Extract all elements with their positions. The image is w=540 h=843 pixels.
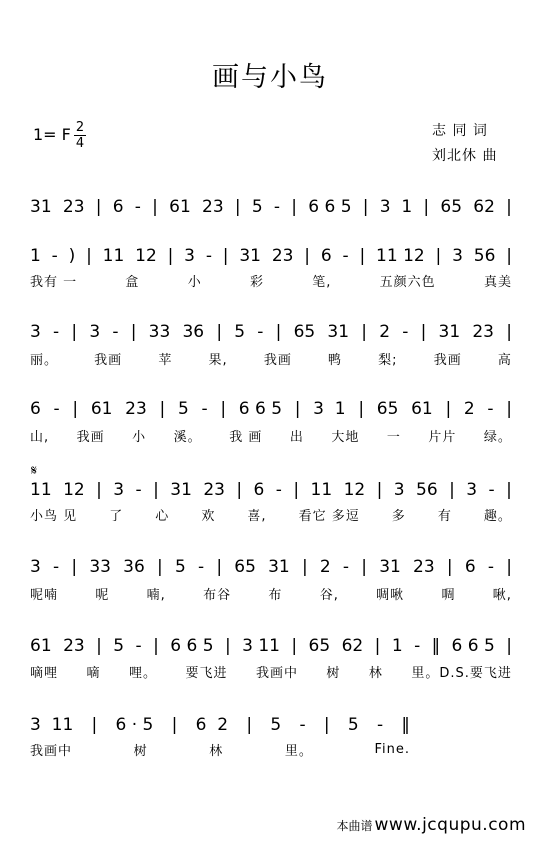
lyric-word: 要飞进 [185,665,228,681]
lyric-word: 高 [497,352,512,368]
lyric-word: 我画 [433,352,462,368]
note-group: 31 [268,557,290,577]
system-8-notes [30,714,410,736]
note-group: 23 [125,399,147,419]
barline: | [506,480,512,500]
system-6-notes [30,556,512,578]
barline: | [72,399,79,419]
lyric-word: 多 [391,508,406,524]
note-group: 23 [62,197,85,217]
barline: | [96,480,102,500]
barline: | [323,715,330,735]
system-7-lyrics [30,662,512,680]
system-2-lyrics [30,271,512,289]
barline: | [374,636,381,656]
barline: | [236,480,243,500]
barline: | [157,557,163,577]
lyric-word: 林 [368,665,383,681]
note-group: - [257,322,264,342]
note-group: - [134,197,141,217]
barline: | [291,197,298,217]
note-group: 36 [123,557,145,577]
note-group: - [197,557,205,577]
note-group: 65 [308,636,331,656]
note-group: 62 [473,197,495,217]
barline: | [96,636,102,656]
note-group: 62 [341,636,364,656]
note-group: 65 [293,322,316,342]
lyric-word: 苹 [158,352,173,368]
lyric-word: 小 [187,274,202,290]
barline: | [506,322,512,342]
note-group: - [51,246,58,266]
note-group: - [112,322,119,342]
note-group: - [53,322,60,342]
note-group: 6 2 [195,715,229,735]
note-group: - [135,480,142,500]
lyric-word: 出 [289,429,304,445]
lyric-word: 鸭 [327,352,342,368]
note-group: - [273,197,281,217]
system-1-notes [30,196,512,218]
lyric-word: 我画 [263,352,292,368]
lyric-word: 喃, [146,587,166,603]
barline: | [361,557,367,577]
footer-url: www.jcqupu.com [374,815,526,835]
lyric-word: 大地 [331,429,360,445]
barline: | [506,399,512,419]
note-group: - [135,636,142,656]
barline: | [361,322,367,342]
barline: | [506,246,512,266]
lyric-word: 梨; [378,352,398,368]
note-group: 23 [472,322,494,342]
lyric-word: 欢 [201,508,216,524]
lyric-word: 我画中 [30,743,73,759]
lyricist-credit: 志 同 词 [432,123,488,139]
system-5-lyrics [30,505,512,523]
barline: | [222,246,229,266]
note-group: 56 [473,246,496,266]
lyric-word: 树 [133,743,148,759]
note-group: 23 [202,197,224,217]
note-group: 6 [112,197,124,217]
note-group: - [53,557,60,577]
barline: | [506,636,512,656]
note-group: 6 6 5 [308,197,352,217]
note-group: 31 [170,480,192,500]
lyric-word: 心 [155,508,170,524]
barline: | [224,636,231,656]
barline: | [291,636,298,656]
note-group: 65 [376,399,399,419]
barline: | [71,557,78,577]
barline: | [449,480,455,500]
lyric-word: 片片 [428,429,457,445]
note-group: 6 6 5 [238,399,283,419]
note-group: 3 [184,246,195,266]
system-7-notes [30,635,512,657]
lyric-word: 呢喃 [30,587,59,603]
note-group: 31 [327,322,350,342]
lyric-word: 了 [109,508,124,524]
barline: | [294,399,301,419]
note-group: 23 [271,246,294,266]
lyric-word: 啁 [441,587,456,603]
note-group: - [342,246,349,266]
note-group: 61 [30,636,52,656]
barline: ‖ [401,715,410,735]
note-group: - [414,636,421,656]
note-group: 33 [89,557,111,577]
barline: | [153,480,159,500]
time-signature-top: 2 [75,120,85,135]
lyric-word: 树 [326,665,341,681]
lyric-word: 林 [209,743,224,759]
barline: | [420,322,427,342]
note-group: 23 [203,480,225,500]
site-footer [337,815,526,835]
note-group: 3 [466,480,478,500]
note-group: 11 [310,480,333,500]
barline: | [216,557,223,577]
lyric-word: 丽。 [30,352,59,368]
system-6-lyrics [30,584,512,602]
note-group: 65 [234,557,256,577]
system-8-lyrics [30,740,410,758]
barline: | [435,246,442,266]
barline: | [506,557,512,577]
note-group: 5 [347,715,359,735]
system-4-lyrics [30,426,512,444]
note-group: - [53,399,60,419]
barline: | [275,322,282,342]
lyric-word: 真美 [483,274,512,290]
lyric-word: 啾, [492,587,512,603]
note-group: 5 [174,557,186,577]
lyric-word: 笔, [312,274,332,290]
note-group: 31 [379,557,401,577]
lyric-word: 哩。 [128,665,157,681]
note-group: 11 [102,246,125,266]
barline: | [234,197,241,217]
lyric-word: 盒 [125,274,140,290]
barline: | [359,246,366,266]
segno-sign: 𝄋 [31,463,38,479]
note-group: 5 [270,715,282,735]
note-group: 3 [30,557,41,577]
barline: | [293,480,300,500]
barline: | [246,715,253,735]
note-group: 3 11 [30,715,74,735]
lyric-word: 啁啾 [376,587,405,603]
lyric-word: 谷, [319,587,339,603]
lyric-word: 有 [437,508,452,524]
barline: | [220,399,227,419]
note-group: - [488,480,495,500]
note-group: 5 [234,322,246,342]
barline: | [86,246,92,266]
composer-credit: 刘北休 曲 [432,148,498,164]
lyric-word: 我 画 [229,429,263,445]
lyric-word: 嘀哩 [30,665,59,681]
barline: | [376,480,383,500]
lyric-word: 一 [386,429,401,445]
note-group: 3 [393,480,405,500]
lyric-word: 我画 [76,429,105,445]
note-group: 6 6 5 [451,636,495,656]
barline: | [153,636,159,656]
note-group: 2 [319,557,331,577]
song-title: 画与小鸟 [212,62,328,93]
system-2-notes [30,245,512,267]
note-group: 12 [63,480,85,500]
note-group: 61 [411,399,433,419]
note-group: 6 · 5 [115,715,154,735]
lyric-word: 小鸟 见 [30,508,78,524]
note-group: - [402,322,409,342]
barline: | [152,197,158,217]
time-signature-bottom: 4 [75,136,85,151]
note-group: 2 [379,322,391,342]
footer-label: 本曲谱 [336,819,373,833]
note-group: 61 [169,197,191,217]
note-group: - [487,399,494,419]
note-group: 3 1 [379,197,413,217]
note-group: 3 [89,322,101,342]
lyric-word: Fine. [374,741,410,757]
barline: | [362,197,369,217]
lyric-word: 果, [208,352,228,368]
note-group: - [275,480,282,500]
note-group: 33 [148,322,171,342]
lyric-word: 嘀 [86,665,101,681]
barline: | [446,557,453,577]
note-group: 12 [343,480,366,500]
barline: | [95,197,102,217]
note-group: 3 [452,246,463,266]
note-group: 3 11 [242,636,280,656]
barline: | [171,715,178,735]
note-group: 5 [251,197,263,217]
note-group: 6 [464,557,476,577]
barline: ‖ [431,636,441,656]
note-group: 2 [463,399,475,419]
barline: | [358,399,365,419]
barline: | [159,399,166,419]
note-group: 11 [30,480,52,500]
time-signature [74,121,86,150]
system-3-lyrics [30,349,512,367]
lyric-word: 里。 [284,743,313,759]
note-group: 31 [239,246,261,266]
lyric-word: 呢 [95,587,110,603]
note-group: - [205,246,212,266]
note-group: ) [68,246,76,266]
lyric-word: 里。D.S.要飞进 [411,665,512,681]
note-group: 1 [30,246,41,266]
barline: | [130,322,137,342]
note-group: - [376,715,384,735]
lyric-word: 绿。 [483,429,512,445]
note-group: - [342,557,350,577]
note-group: 31 [438,322,461,342]
lyric-word: 小 [132,429,147,445]
note-group: 65 [440,197,463,217]
note-group: - [299,715,306,735]
lyric-word: 喜, [247,508,267,524]
note-group: 6 [253,480,265,500]
barline: | [216,322,223,342]
note-group: 56 [416,480,438,500]
note-group: 36 [182,322,205,342]
lyric-word: 彩 [249,274,264,290]
note-group: 6 [30,399,41,419]
system-4-notes [30,398,512,420]
lyric-word: 五颜六色 [379,274,436,290]
lyric-word: 布 [268,587,283,603]
lyric-word: 布谷 [203,587,232,603]
note-group: 3 [113,480,125,500]
note-group: 11 12 [376,246,425,266]
note-group: - [487,557,494,577]
lyric-word: 我有 一 [30,274,78,290]
barline: | [445,399,452,419]
system-3-notes [30,321,512,343]
note-group: 61 [90,399,113,419]
note-group: 3 1 [313,399,346,419]
note-group: - [201,399,208,419]
barline: | [301,557,308,577]
note-group: 5 [177,399,189,419]
lyric-word: 看它 多逗 [298,508,360,524]
barline: | [304,246,311,266]
lyric-word: 溪。 [173,429,202,445]
lyric-word: 我画中 [255,665,298,681]
note-group: 23 [63,636,85,656]
barline: | [423,197,430,217]
note-group: 3 [30,322,41,342]
note-group: 12 [135,246,157,266]
lyric-word: 趣。 [483,508,512,524]
note-group: 5 [113,636,125,656]
barline: | [167,246,174,266]
barline: | [91,715,98,735]
note-group: 31 [30,197,52,217]
system-5-notes [30,479,512,501]
lyric-word: 我画 [94,352,123,368]
lyric-word: 山, [30,429,50,445]
barline: | [71,322,78,342]
note-group: 6 [320,246,332,266]
key-signature: 1= F [33,125,71,144]
note-group: 6 6 5 [170,636,214,656]
note-group: 1 [391,636,403,656]
barline: | [506,197,512,217]
note-group: 23 [413,557,435,577]
